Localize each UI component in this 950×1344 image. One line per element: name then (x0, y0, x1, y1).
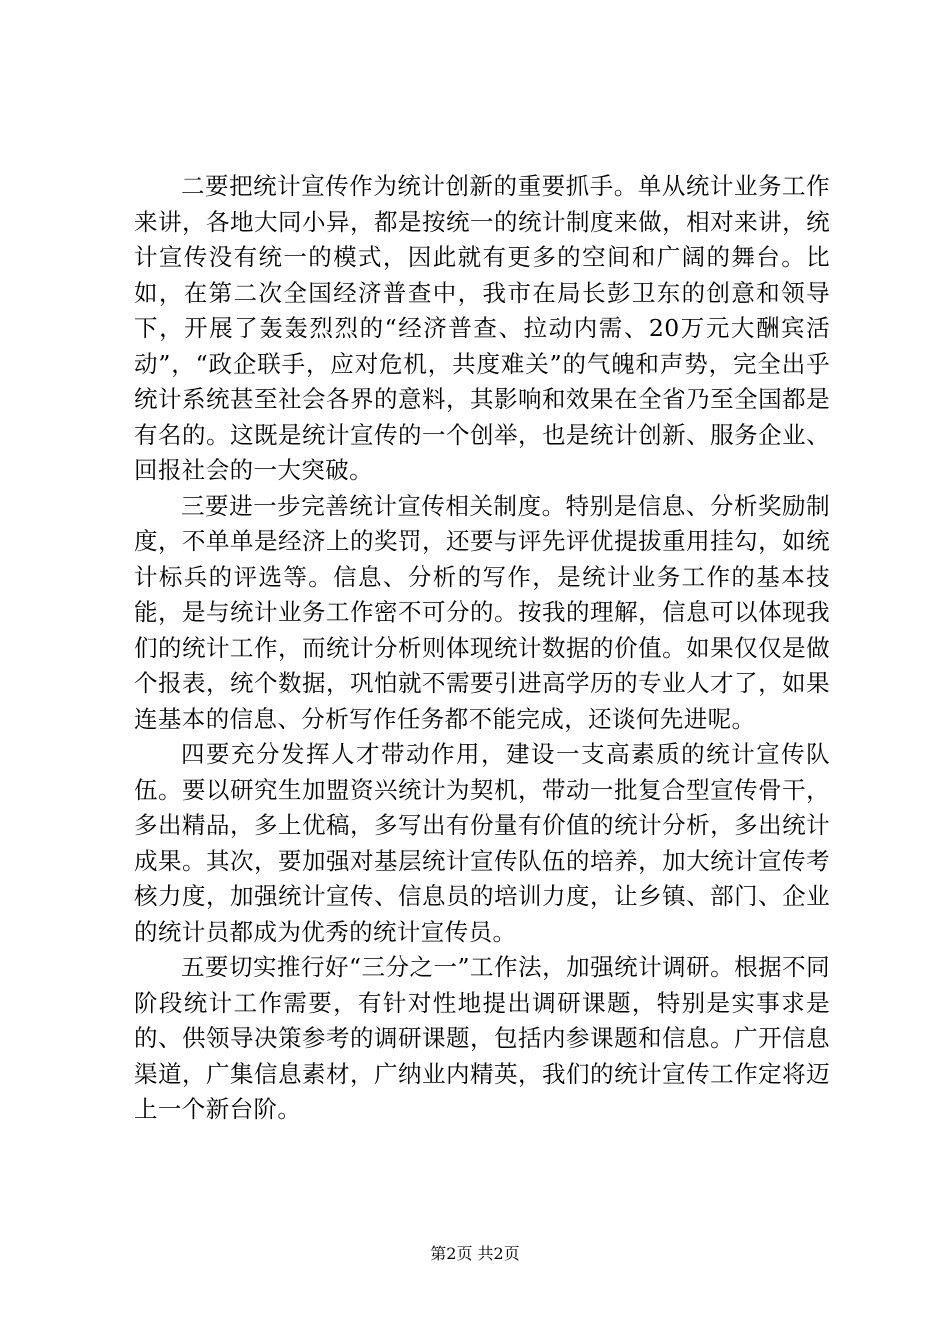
paragraph-4: 四要充分发挥人才带动作用，建设一支高素质的统计宣传队伍。要以研究生加盟资兴统计为契机，带动一批复合型宣传骨干，多出精品，多上优稿，多写出有份量有价值的统计分析，多出统计成果。其次，要加强对基层统计宣传队伍的培养，加大统计宣传考核力度，加强统计宣传、信息员的培训力度，让乡镇、部门、企业的统计员都成为优秀的统计宣传员。 (134, 740, 830, 946)
paragraph-3: 三要进一步完善统计宣传相关制度。特别是信息、分析奖励制度，不单单是经济上的奖罚，还要与评先评优提拔重用挂勾，如统计标兵的评选等。信息、分析的写作，是统计业务工作的基本技能，是与统计业务工作密不可分的。按我的理解，信息可以体现我们的统计工作，而统计分析则体现统计数据的价值。如果仅仅是做个报表，统个数据，巩怕就不需要引进高学历的专业人才了，如果连基本的信息、分析写作任务都不能完成，还谈何先进呢。 (134, 491, 830, 733)
document-body (134, 169, 830, 1128)
paragraph-2: 二要把统计宣传作为统计创新的重要抓手。单从统计业务工作来讲，各地大同小异，都是按统一的统计制度来做，相对来讲，统计宣传没有统一的模式，因此就有更多的空间和广阔的舞台。比如，在第二次全国经济普查中，我市在局长彭卫东的创意和领导下，开展了轰轰烈烈的“经济普查、拉动内需、20万元大酬宾活动”，“政企联手，应对危机，共度难关”的气魄和声势，完全出乎统计系统甚至社会各界的意料，其影响和效果在全省乃至全国都是有名的。这既是统计宣传的一个创举，也是统计创新、服务企业、回报社会的一大突破。 (134, 172, 830, 484)
paragraph-5: 五要切实推行好“三分之一”工作法，加强统计调研。根据不同阶段统计工作需要，有针对性地提出调研课题，特别是实事求是的、供领导决策参考的调研课题，包括内参课题和信息。广开信息渠道，广集信息素材，广纳业内精英，我们的统计宣传工作定将迈上一个新台阶。 (134, 953, 830, 1123)
page-footer: 第2页 共2页 (430, 1244, 520, 1263)
